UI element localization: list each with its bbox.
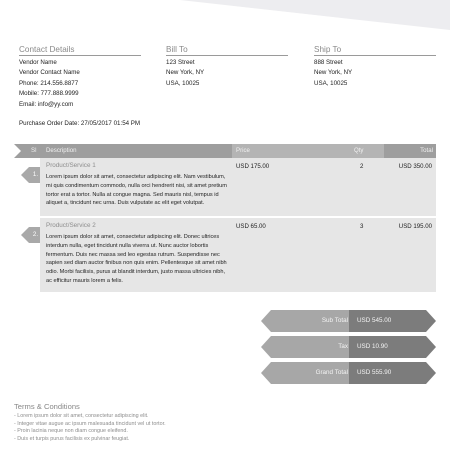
header-arrow-notch (14, 144, 21, 158)
vendor-section (19, 45, 141, 110)
row-index: 2. (32, 231, 39, 238)
row-index: 1. (32, 171, 39, 178)
header-sl: Sl (31, 147, 37, 154)
row-index-tag (21, 227, 42, 243)
product-total: USD 195.00 (398, 223, 432, 230)
table-row (40, 158, 436, 216)
grand-total-value: USD 555.90 (357, 369, 392, 376)
terms-item: - Lorem ipsum dolor sit amet, consectetur adipiscing elit. (14, 413, 149, 419)
subtotal-label: Sub Total (321, 317, 348, 324)
product-description: Lorem ipsum dolor sit amet, consectetur adipiscing elit. Donec ultrices interdum nulla, eget tincidunt nulla viverra ut. Nunc auctor lobortis fermentum. Duis nec massa sed leo egestas rutrum. Suspendisse nec sapien sed diam auctor finibus non quis enim. Pellentesque sit amet nibh odio. Morbi facilisis, purus at blandit interdum, justo massa ultricies nibh, ac efficitur mauris lorem a felis. (46, 234, 227, 284)
tax-value: USD 10.90 (357, 343, 388, 350)
product-price: USD 175.00 (236, 163, 270, 170)
terms-list (14, 413, 166, 443)
terms-item: - Duis et turpis purus facilisis ex pulvinar feugiat. (14, 435, 130, 442)
header-price: Price (236, 147, 250, 154)
ship-to-line: USA, 10025 (314, 79, 348, 87)
terms-item: - Proin lacinia neque non diam congue eleifend. (14, 428, 128, 435)
vendor-line: Mobile: 777.888.9999 (19, 90, 79, 98)
header-decoration (0, 0, 450, 30)
ship-to-heading: Ship To (314, 45, 436, 56)
product-name: Product/Service 1 (46, 162, 96, 169)
subtotal-value: USD 545.00 (357, 317, 392, 324)
vendor-line: Phone: 214.556.8877 (19, 79, 79, 87)
bill-to-line: USA, 10025 (166, 79, 200, 87)
vendor-line: Email: info@yy.com (19, 100, 74, 108)
product-qty: 2 (360, 163, 364, 170)
purchase-order-date: Purchase Order Date: 27/05/2017 01:54 PM (19, 120, 141, 127)
grand-total-row (261, 362, 436, 384)
bill-to-section (166, 45, 288, 89)
vendor-heading: Contact Details (19, 45, 141, 56)
product-description: Lorem ipsum dolor sit amet, consectetur adipiscing elit. Nam vestibulum, mi quis condimentum commodo, nulla orci hendrerit nisi, sit amet pretium tortor erat a tortor. Nulla at congue magna. Sed mauris nisl, tempus id aliquet a, tincidunt nec urna. Duis vulputate ac elit eget volutpat. (46, 174, 227, 207)
tax-label: Tax (338, 343, 348, 350)
row-index-tag (21, 167, 42, 183)
header-qty: Qty (354, 147, 364, 154)
subtotal-row (261, 310, 436, 332)
ship-to-line: 888 Street (314, 59, 343, 66)
ship-to-section (314, 45, 436, 89)
tax-row (261, 336, 436, 358)
product-qty: 3 (360, 223, 364, 230)
product-price: USD 65.00 (236, 223, 266, 230)
grand-total-label: Grand Total (315, 369, 348, 376)
bill-to-line: 123 Street (166, 59, 195, 66)
table-header (14, 144, 436, 158)
product-total: USD 350.00 (398, 163, 432, 170)
header-total: Total (420, 147, 433, 154)
vendor-line: Vendor Name (19, 59, 57, 66)
terms-item: - Integer vitae augue ac ipsum malesuada tincidunt vel ut tortor. (14, 420, 166, 427)
bill-to-heading: Bill To (166, 45, 288, 56)
header-description: Description (46, 147, 77, 154)
terms-title: Terms & Conditions (14, 402, 80, 411)
vendor-line: Vendor Contact Name (19, 69, 80, 77)
product-name: Product/Service 2 (46, 222, 96, 229)
bill-to-line: New York, NY (166, 69, 205, 77)
table-row (40, 218, 436, 292)
ship-to-line: New York, NY (314, 69, 353, 77)
